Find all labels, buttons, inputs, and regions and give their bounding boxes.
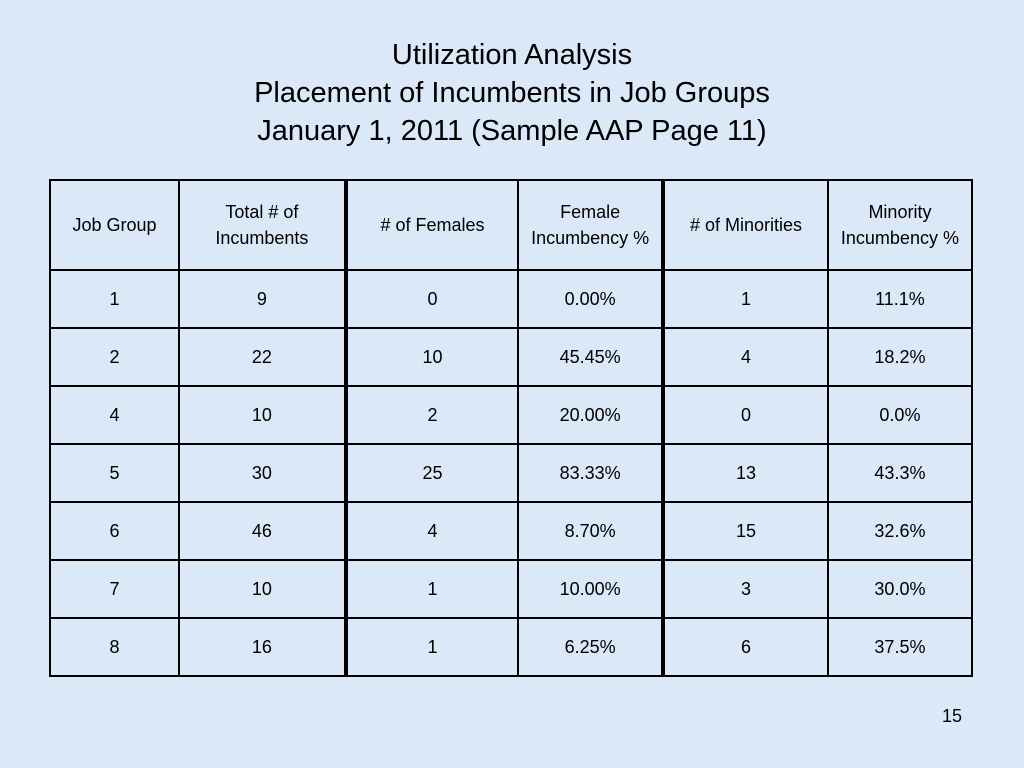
cell-num-females: 1 [346, 618, 518, 676]
cell-minority-incumbency: 37.5% [828, 618, 972, 676]
cell-num-females: 25 [346, 444, 518, 502]
slide-title [0, 36, 1024, 150]
cell-job-group: 6 [50, 502, 179, 560]
cell-total-incumbents: 22 [179, 328, 346, 386]
header-total-incumbents: Total # of Incumbents [179, 180, 346, 270]
cell-job-group: 5 [50, 444, 179, 502]
cell-female-incumbency: 10.00% [518, 560, 663, 618]
cell-job-group: 8 [50, 618, 179, 676]
table-row [50, 502, 972, 560]
cell-num-minorities: 0 [663, 386, 828, 444]
cell-minority-incumbency: 11.1% [828, 270, 972, 328]
cell-female-incumbency: 45.45% [518, 328, 663, 386]
title-line-1: Utilization Analysis [391, 39, 633, 71]
cell-minority-incumbency: 0.0% [828, 386, 972, 444]
cell-female-incumbency: 83.33% [518, 444, 663, 502]
cell-total-incumbents: 46 [179, 502, 346, 560]
cell-num-minorities: 6 [663, 618, 828, 676]
cell-minority-incumbency: 32.6% [828, 502, 972, 560]
cell-num-females: 2 [346, 386, 518, 444]
cell-female-incumbency: 20.00% [518, 386, 663, 444]
cell-total-incumbents: 10 [179, 386, 346, 444]
cell-female-incumbency: 6.25% [518, 618, 663, 676]
table-row [50, 270, 972, 328]
cell-job-group: 1 [50, 270, 179, 328]
cell-female-incumbency: 8.70% [518, 502, 663, 560]
cell-num-females: 0 [346, 270, 518, 328]
header-job-group: Job Group [50, 180, 179, 270]
cell-num-minorities: 3 [663, 560, 828, 618]
table-header-row [50, 180, 972, 270]
header-num-females: # of Females [346, 180, 518, 270]
cell-job-group: 7 [50, 560, 179, 618]
header-minority-incumbency: Minority Incumbency % [828, 180, 972, 270]
title-line-3: January 1, 2011 (Sample AAP Page 11) [257, 115, 767, 147]
table-row [50, 386, 972, 444]
cell-job-group: 4 [50, 386, 179, 444]
cell-minority-incumbency: 18.2% [828, 328, 972, 386]
cell-female-incumbency: 0.00% [518, 270, 663, 328]
header-num-minorities: # of Minorities [663, 180, 828, 270]
cell-num-females: 4 [346, 502, 518, 560]
page-number: 15 [941, 706, 962, 726]
cell-num-minorities: 4 [663, 328, 828, 386]
table-row [50, 328, 972, 386]
cell-num-females: 10 [346, 328, 518, 386]
cell-minority-incumbency: 43.3% [828, 444, 972, 502]
cell-minority-incumbency: 30.0% [828, 560, 972, 618]
cell-total-incumbents: 16 [179, 618, 346, 676]
cell-total-incumbents: 9 [179, 270, 346, 328]
cell-num-minorities: 1 [663, 270, 828, 328]
table-row [50, 560, 972, 618]
title-line-2: Placement of Incumbents in Job Groups [254, 77, 770, 109]
table-row [50, 618, 972, 676]
table-row [50, 444, 972, 502]
cell-total-incumbents: 30 [179, 444, 346, 502]
cell-num-minorities: 13 [663, 444, 828, 502]
cell-job-group: 2 [50, 328, 179, 386]
cell-num-females: 1 [346, 560, 518, 618]
cell-total-incumbents: 10 [179, 560, 346, 618]
utilization-table [49, 179, 973, 677]
header-female-incumbency: Female Incumbency % [518, 180, 663, 270]
cell-num-minorities: 15 [663, 502, 828, 560]
